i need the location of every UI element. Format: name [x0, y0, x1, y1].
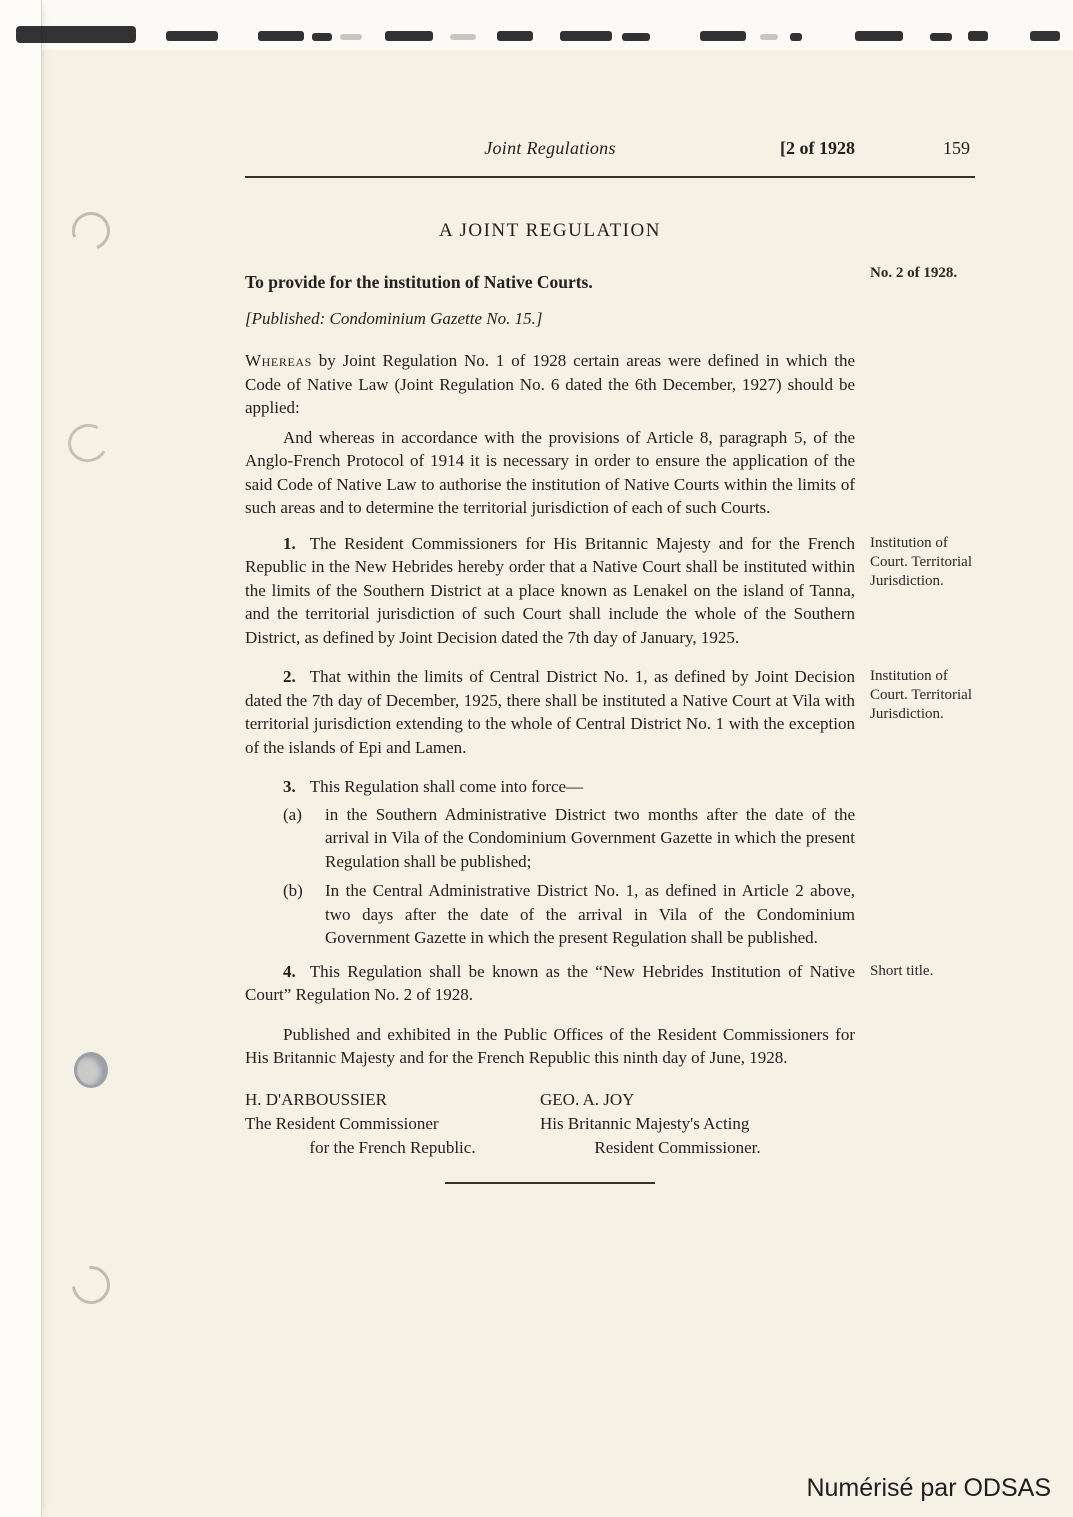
signature-left-name: H. D'ARBOUSSIER [245, 1089, 387, 1109]
scan-credit: Numérisé par ODSAS [806, 1474, 1051, 1502]
article-1-number: 1. [283, 533, 296, 553]
article-2-body: That within the limits of Central District No. 1, as defined by Joint Decision dated the 7th day of December, 1925, there shall be instituted a Native Court at Vila with territorial jurisdiction extending to the whole of Central District No. 1 with the exception of the islands of Epi and Lamen. [245, 667, 855, 757]
article-3-item-b [283, 879, 855, 950]
article-1-body: The Resident Commissioners for His Britannic Majesty and for the French Republic in the New Hebrides hereby order that a Native Court shall be instituted within the limits of the Southern District at a place known as Lenakel on the island of Tanna, and the territorial jurisdiction of such Court shall include the whole of the Southern District, as defined by Joint Decision dated the 7th day of January, 1925. [245, 533, 855, 647]
signature-right-name: GEO. A. JOY [540, 1089, 635, 1109]
article-4-number: 4. [283, 961, 296, 981]
article-3-number: 3. [283, 777, 296, 796]
published-line: [Published: Condominium Gazette No. 15.] [245, 309, 543, 328]
article-4-text [245, 960, 855, 1007]
closing-paragraph: Published and exhibited in the Public Offices of the Resident Commissioners for His Britannic Majesty and for the French Republic this ninth day of June, 1928. [245, 1024, 855, 1067]
signature-block [245, 1088, 855, 1160]
signature-right-subtitle: Resident Commissioner. [594, 1137, 761, 1157]
header-rule [245, 176, 975, 178]
margin-note-article-2: Institution of Court. Territorial Jurisdiction. [870, 668, 972, 722]
article-4-body: This Regulation shall be known as the “New Hebrides Institution of Native Court” Regulation No. 2 of 1928. [245, 961, 855, 1004]
punch-hole [64, 1258, 118, 1312]
margin-note-article-4: Short title. [870, 962, 934, 979]
page-number: 159 [943, 138, 970, 158]
article-2-number: 2. [283, 667, 296, 686]
regulation-subject: To provide for the institution of Native Courts. [245, 272, 593, 292]
item-b-label: (b) [283, 881, 303, 900]
article-1 [245, 532, 972, 650]
document-content [245, 138, 975, 1184]
running-head-issue: [2 of 1928 [780, 138, 855, 158]
article-3-intro [245, 775, 855, 799]
item-b-text: In the Central Administrative District No. 1, as defined in Article 2 above, two days after the date of the arrival in Vila of the Condominium Government Gazette in which the present Regulation shall be published. [325, 881, 855, 947]
article-1-text [245, 532, 855, 650]
signature-right [540, 1088, 815, 1160]
signature-left [245, 1088, 540, 1160]
article-4 [245, 960, 934, 1007]
item-a-label: (a) [283, 804, 302, 824]
regulation-title-section [245, 220, 958, 281]
margin-note-article-1: Institution of Court. Territorial Jurisdiction. [870, 534, 972, 589]
article-2 [245, 665, 972, 759]
article-3-item-a [283, 803, 855, 874]
article-3-intro-text: This Regulation shall come into force— [309, 777, 584, 796]
item-a-text: in the Southern Administrative District two months after the date of the arrival in Vila of the Condominium Government Gazette in which the present Regulation shall be published; [325, 804, 855, 871]
margin-note-regulation-number: No. 2 of 1928. [870, 265, 958, 281]
signature-left-title: The Resident Commissioner [245, 1113, 439, 1133]
whereas-lead: Whereas [245, 351, 312, 370]
regulation-title: A JOINT REGULATION [439, 220, 661, 241]
signature-left-subtitle: for the French Republic. [309, 1137, 476, 1157]
punch-hole [64, 419, 112, 466]
article-3 [245, 775, 855, 950]
preamble-whereas [245, 349, 855, 420]
preamble-and-whereas: And whereas in accordance with the provisions of Article 8, paragraph 5, of the Anglo-French Protocol of 1914 it is necessary in order to ensure the application of the said Code of Native Law to authorise the institution of Native Courts within the limits of such areas and to determine the territorial jurisdiction of each of such Courts. [245, 427, 855, 517]
running-head [245, 138, 975, 164]
end-rule [445, 1182, 655, 1184]
signature-right-title: His Britannic Majesty's Acting [540, 1113, 750, 1133]
punch-hole [66, 206, 116, 256]
scan-left-margin [0, 0, 42, 1517]
article-2-text [245, 665, 855, 759]
running-head-title: Joint Regulations [484, 138, 616, 158]
punch-hole [74, 1052, 108, 1088]
whereas-rest: by Joint Regulation No. 1 of 1928 certain areas were defined in which the Code of Native Law (Joint Regulation No. 6 dated the 6th December, 1927) should be applied: [245, 351, 855, 417]
